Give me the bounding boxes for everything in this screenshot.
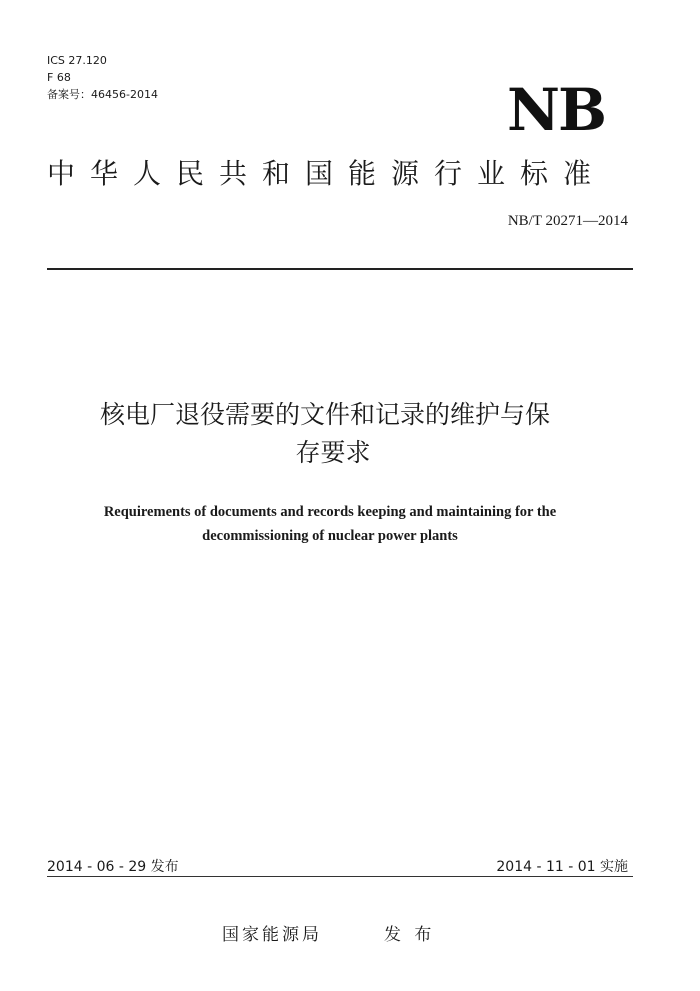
title-english-line-1: Requirements of documents and records keeping and maintaining for the <box>103 504 557 520</box>
title-chinese <box>0 396 700 472</box>
org-title: 中华人民共和国能源行业标准 <box>47 157 607 190</box>
issuer-name: 国家能源局 <box>222 925 322 945</box>
title-chinese-line-2: 存要求 <box>295 438 371 467</box>
top-divider <box>47 268 633 270</box>
nb-logo: NB <box>506 76 605 144</box>
implementation-date: 2014 - 11 - 01 实施 <box>496 859 628 875</box>
title-chinese-line-1: 核电厂退役需要的文件和记录的维护与保 <box>99 400 550 429</box>
ics-code: ICS 27.120 <box>47 54 107 67</box>
issue-date: 2014 - 06 - 29 发布 <box>47 859 179 875</box>
filing-number: 备案号：46456-2014 <box>47 88 158 101</box>
classification-block <box>47 52 158 103</box>
issue-label: 发 布 <box>384 925 436 945</box>
bottom-divider <box>47 876 633 877</box>
title-english <box>30 500 630 548</box>
title-english-line-2: decommissioning of nuclear power plants <box>202 528 458 544</box>
ccs-code: F 68 <box>47 71 71 84</box>
standard-number: NB/T 20271—2014 <box>507 213 628 229</box>
